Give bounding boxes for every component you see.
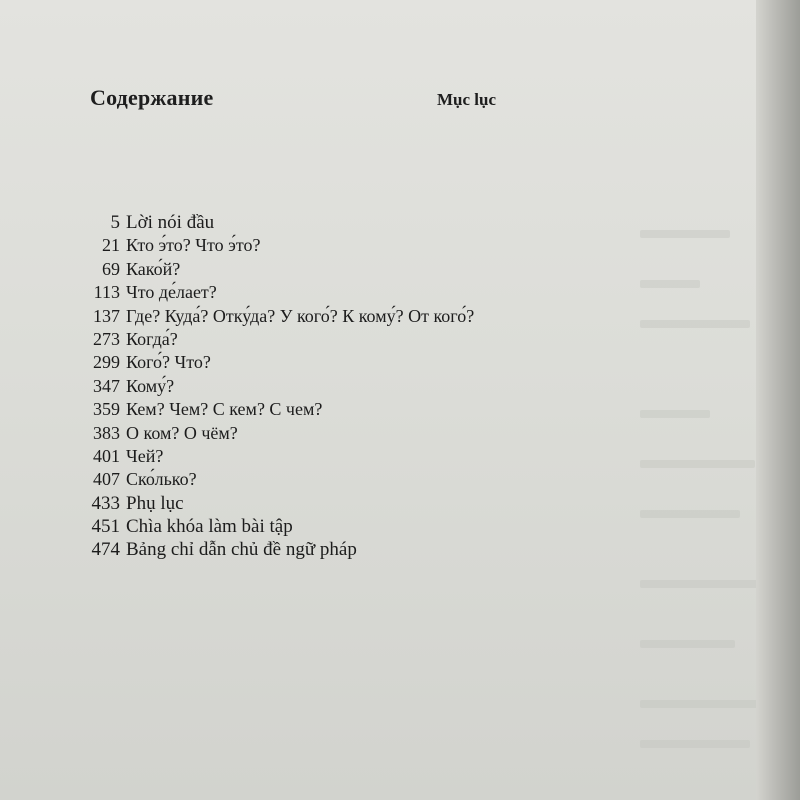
toc-entry — [62, 399, 702, 422]
toc-page-number: 383 — [93, 422, 120, 443]
toc-entry — [62, 352, 702, 375]
toc-chapter-title: Ско́лько? — [126, 469, 197, 490]
toc-page-number: 407 — [93, 469, 120, 490]
toc-chapter-title: Кого́? Что? — [126, 352, 211, 373]
toc-entry — [62, 469, 702, 492]
toc-chapter-title: Кто э́то? Что э́то? — [126, 235, 261, 256]
toc-entry — [62, 423, 702, 446]
toc-entry — [62, 493, 702, 516]
toc-page-number: 5 — [110, 212, 120, 233]
toc-page-number: 299 — [93, 352, 120, 373]
toc-entry — [62, 376, 702, 399]
toc-page-number: 113 — [93, 282, 120, 303]
table-of-contents — [62, 212, 702, 563]
toc-entry — [62, 212, 702, 235]
toc-page-number: 451 — [91, 516, 120, 538]
toc-entry — [62, 282, 702, 305]
toc-entry — [62, 446, 702, 469]
toc-chapter-title: Phụ lục — [126, 492, 184, 514]
page-edge — [756, 0, 800, 800]
toc-chapter-title: Где? Куда́? Отку́да? У кого́? К кому́? От кого́? — [126, 305, 475, 326]
toc-chapter-title: Чей? — [126, 445, 164, 466]
toc-page-number: 359 — [93, 399, 120, 420]
toc-page-number: 347 — [93, 375, 120, 396]
toc-chapter-title: Кому́? — [126, 375, 175, 396]
toc-entry — [62, 259, 702, 282]
toc-entry — [62, 306, 702, 329]
toc-entry — [62, 329, 702, 352]
contents-title-russian: Содержание — [90, 85, 214, 110]
toc-page-number: 474 — [91, 539, 120, 561]
toc-chapter-title: Что де́лает? — [126, 282, 217, 303]
toc-page-number: 21 — [102, 235, 120, 256]
toc-chapter-title: Bảng chỉ dẫn chủ đề ngữ pháp — [126, 539, 357, 561]
toc-entry — [62, 539, 702, 562]
contents-title-vietnamese: Mục lục — [437, 90, 497, 109]
toc-page-number: 273 — [93, 328, 120, 349]
toc-page-number: 69 — [102, 258, 120, 279]
toc-page-number: 401 — [93, 445, 120, 466]
toc-chapter-title: Како́й? — [126, 258, 181, 279]
toc-entry — [62, 235, 702, 258]
toc-entry — [62, 516, 702, 539]
toc-page-number: 433 — [91, 492, 120, 514]
toc-chapter-title: О ком? О чём? — [126, 422, 238, 443]
toc-chapter-title: Chìa khóa làm bài tập — [126, 516, 293, 538]
toc-chapter-title: Когда́? — [126, 328, 178, 349]
toc-chapter-title: Кем? Чем? С кем? С чем? — [126, 399, 323, 420]
toc-page-number: 137 — [93, 305, 120, 326]
toc-chapter-title: Lời nói đầu — [126, 212, 215, 233]
